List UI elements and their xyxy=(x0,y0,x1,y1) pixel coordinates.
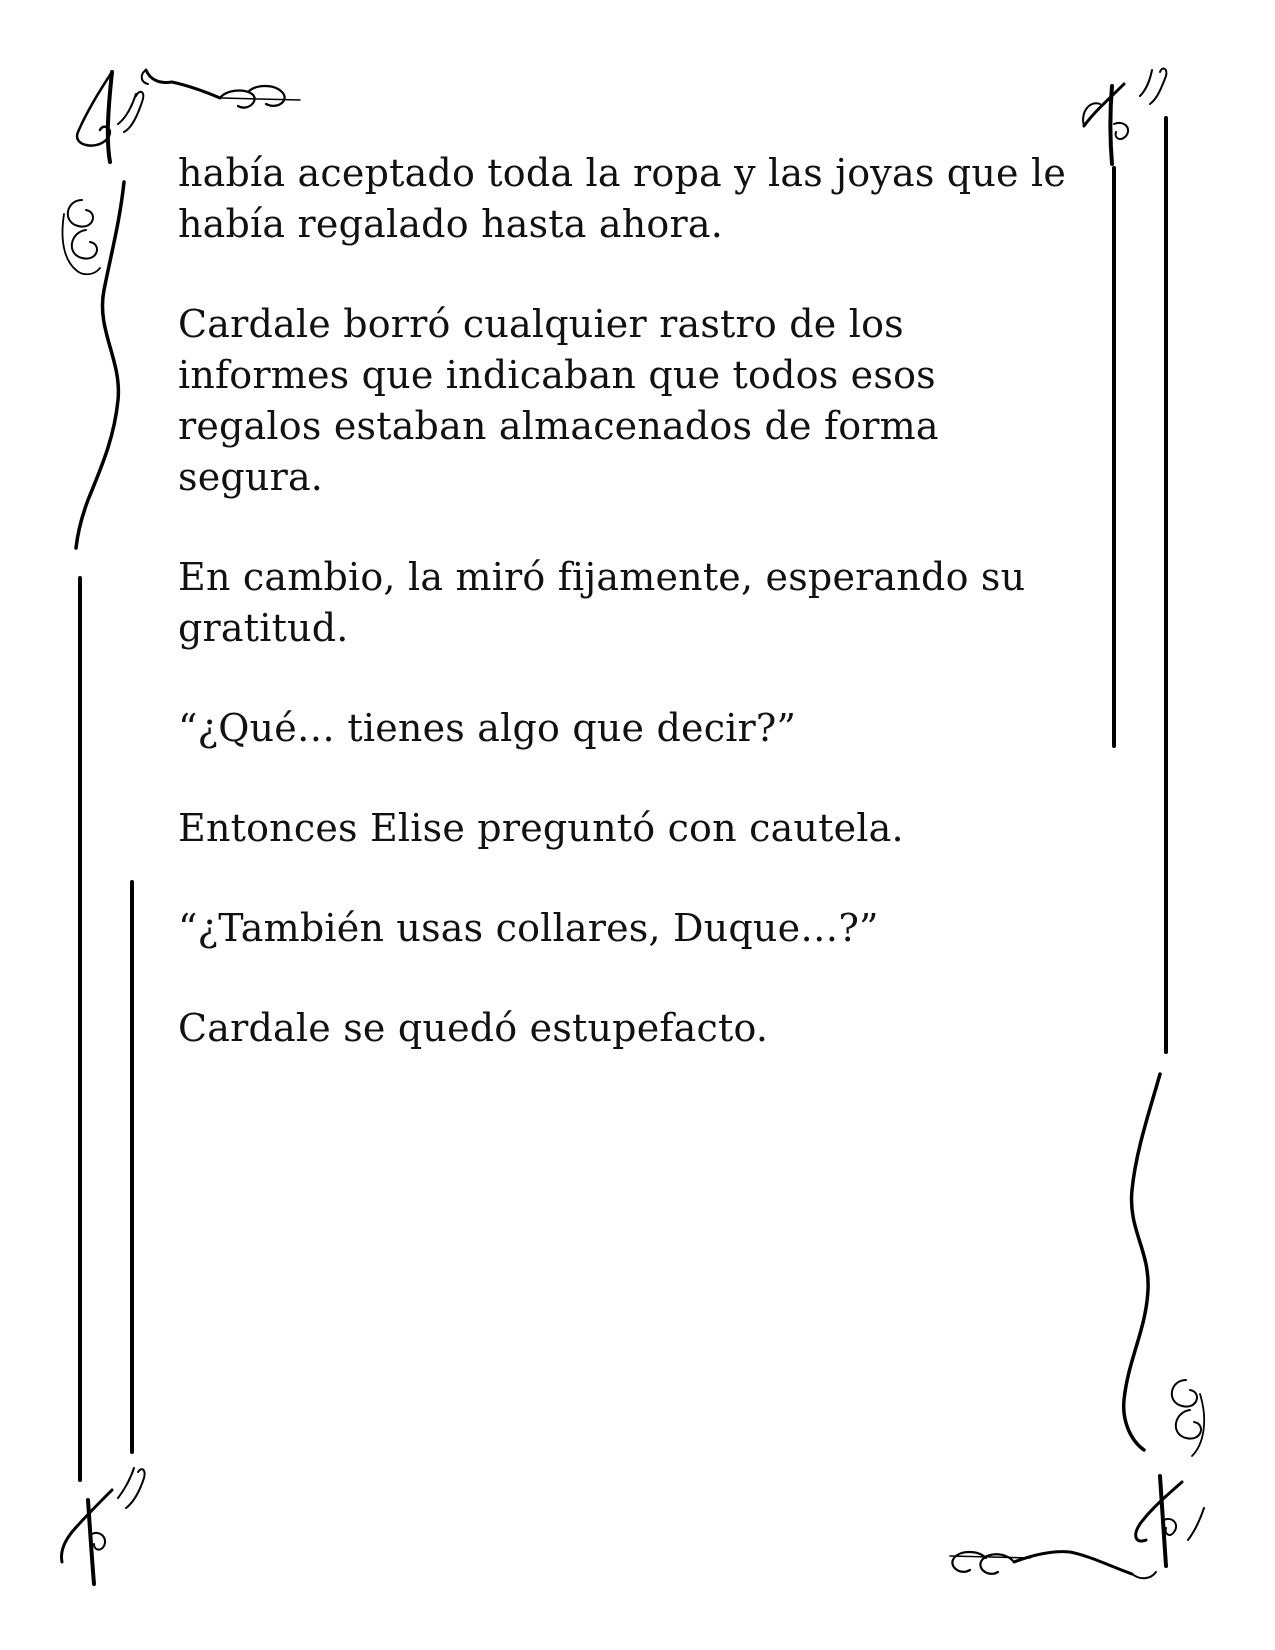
paragraph: Cardale borró cualquier rastro de los informes que indicaban que todos esos regalos estaban almacenados de forma segura. xyxy=(178,302,939,499)
dialogue-paragraph: “¿También usas collares, Duque…?” xyxy=(178,906,879,950)
bottom-left-flourish-ornament xyxy=(61,1468,144,1584)
top-right-flourish-ornament xyxy=(1083,69,1166,164)
paragraph: había aceptado toda la ropa y las joyas que le había regalado hasta ahora. xyxy=(178,151,1067,246)
paragraph: Cardale se quedó estupefacto. xyxy=(178,1006,769,1050)
left-border-lines xyxy=(80,578,132,1480)
story-text xyxy=(178,148,1078,1103)
bottom-right-flourish-ornament xyxy=(950,1074,1204,1578)
right-border-lines xyxy=(1114,118,1166,1052)
paragraph: En cambio, la miró fijamente, esperando su gratitud. xyxy=(178,555,1026,650)
paragraph: Entonces Elise preguntó con cautela. xyxy=(178,806,904,850)
dialogue-paragraph: “¿Qué… tienes algo que decir?” xyxy=(178,706,797,750)
